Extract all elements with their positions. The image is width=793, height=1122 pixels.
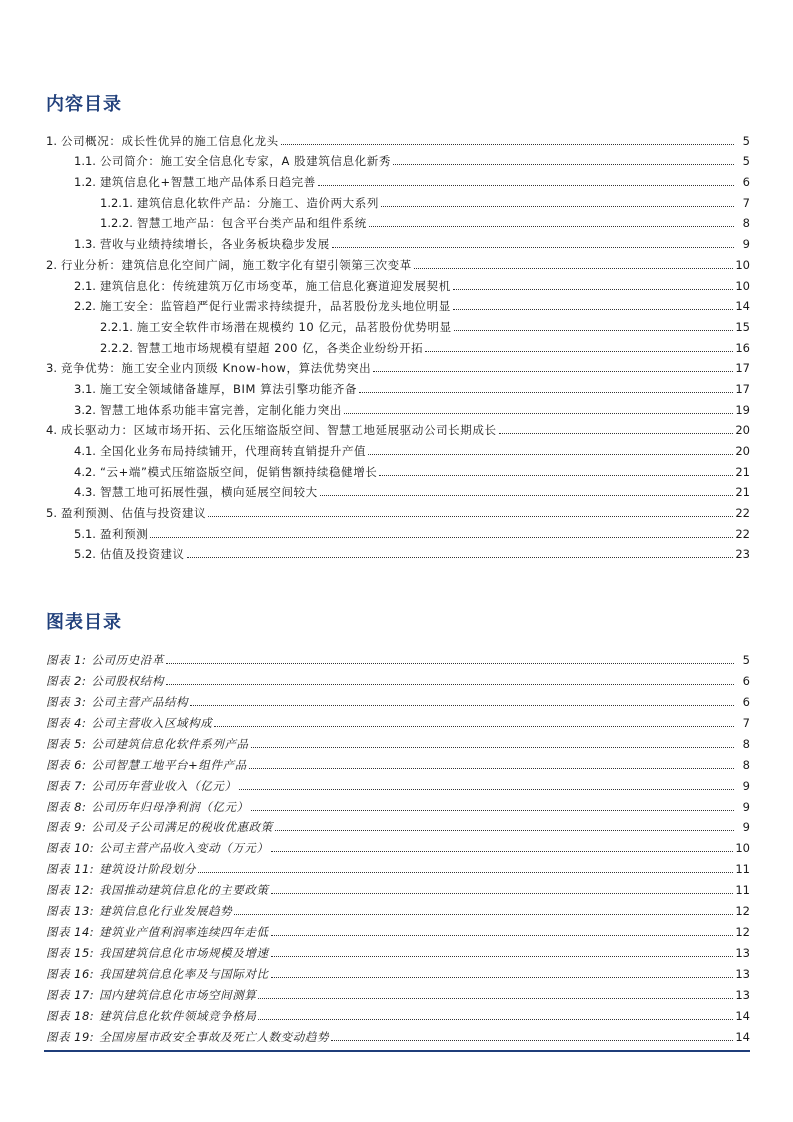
figure-entry-page: 11 [735,862,750,877]
dot-leader [425,351,733,352]
figure-entry-page: 13 [735,967,750,981]
toc-entry[interactable] [46,375,750,396]
toc-entry-title: 施工安全软件市场潜在规模约 10 亿元，品茗股份优势明显 [136,319,452,334]
toc-entry-page: 6 [742,175,750,190]
toc-entry-page: 9 [742,237,750,252]
dot-leader [234,914,733,915]
figure-entry[interactable] [46,1023,750,1044]
figure-entry-page: 14 [735,1008,750,1023]
toc-entry-page: 20 [735,444,750,458]
figure-entry-page: 6 [742,694,750,709]
toc-entry-title: 智慧工地可拓展性强，横向延展空间较大 [99,485,318,500]
figure-entry-page: 12 [735,904,750,919]
dot-leader [271,935,734,936]
toc-entry[interactable] [46,334,750,355]
dot-leader [208,516,733,517]
figure-entry-label: 图表 17: [46,987,95,1002]
toc-entry-number: 5.2. [74,547,96,562]
figure-entry-page: 11 [735,883,750,898]
figure-list [46,646,750,1044]
toc-entry-page: 7 [742,195,750,210]
toc-entry-page: 10 [735,278,750,293]
dot-leader [359,392,733,393]
toc-entry-number: 3.1. [74,381,96,396]
toc-entry-number: 2.2.2. [100,340,133,355]
figure-entry-title: 国内建筑信息化市场空间测算 [99,987,257,1002]
figure-entry[interactable] [46,960,750,981]
figure-entry-page: 13 [735,946,750,961]
figure-entry-page: 10 [735,841,750,856]
toc-entry-page: 17 [735,381,750,396]
toc-entry-title: 行业分析：建筑信息化空间广阔，施工数字化有望引领第三次变革 [60,257,412,272]
figure-entry-page: 9 [742,799,750,814]
figure-entry-title: 公司历史沿革 [91,652,164,667]
dot-leader [454,330,734,331]
figure-entry-page: 9 [742,820,750,835]
toc-entry[interactable] [46,417,750,438]
figure-entry[interactable] [46,667,750,688]
toc-entry-page: 20 [735,423,750,438]
figure-entry-title: 我国建筑信息化市场规模及增速 [99,946,269,961]
toc-entry-page: 5 [742,133,750,148]
dot-leader [379,475,733,476]
toc-entry-number: 5.1. [74,526,96,541]
toc-entry-page: 23 [735,547,750,562]
figure-entry[interactable] [46,814,750,835]
toc-entry-page: 5 [742,154,750,169]
figure-entry[interactable] [46,981,750,1002]
toc-entry-page: 17 [735,361,750,376]
figure-entry-title: 我国建筑信息化率及与国际对比 [99,967,269,981]
dot-leader [258,998,733,999]
toc-entry-number: 5. [46,506,57,521]
figure-entry-label: 图表 18: [46,1008,95,1023]
figure-entry-title: 建筑设计阶段划分 [99,862,196,877]
toc-entry[interactable] [46,479,750,500]
dot-leader [281,144,734,145]
figure-entry-title: 建筑信息化行业发展趋势 [99,904,233,919]
toc-entry-number: 2.2.1. [100,319,133,334]
toc-entry-page: 21 [735,464,750,479]
toc-entry[interactable] [46,272,750,293]
figure-entry-page: 12 [735,925,750,940]
toc-entry-title: 公司简介：施工安全信息化专家，A 股建筑信息化新秀 [99,154,391,169]
toc-entry-page: 16 [735,340,750,355]
toc-entry-title: 智慧工地市场规模有望超 200 亿，各类企业纷纷开拓 [136,340,424,355]
toc-entry-title: 智慧工地产品：包含平台类产品和组件系统 [136,216,367,231]
toc-entry-title: 营收与业绩持续增长，各业务板块稳步发展 [99,237,330,252]
dot-leader [275,830,734,831]
dot-leader [166,663,734,664]
toc-entry-number: 1. [46,133,57,148]
figure-list-heading: 图表目录 [46,612,122,633]
toc-entry-page: 22 [735,506,750,521]
figure-entry-label: 图表 3: [46,694,87,709]
toc-entry[interactable] [46,541,750,562]
figure-entry[interactable] [46,646,750,667]
dot-leader [499,433,734,434]
dot-leader [381,206,734,207]
toc-entry-title: 成长驱动力：区域市场开拓、云化压缩盗版空间、智慧工地延展驱动公司长期成长 [60,423,497,438]
toc-entry-page: 21 [735,485,750,500]
bottom-divider [44,1050,750,1052]
toc-entry[interactable] [46,313,750,334]
figure-entry-label: 图表 14: [46,925,95,940]
dot-leader [369,226,734,227]
figure-entry[interactable] [46,918,750,939]
dot-leader [453,309,734,310]
toc-entry-title: 建筑信息化软件产品：分施工、造价两大系列 [136,195,379,210]
toc-entry[interactable] [46,396,750,417]
toc-entry-page: 19 [735,402,750,417]
dot-leader [239,789,734,790]
toc-entry-number: 2. [46,257,57,272]
figure-entry-title: 我国推动建筑信息化的主要政策 [99,883,269,898]
dot-leader [414,268,733,269]
toc-entry-title: 建筑信息化：传统建筑万亿市场变革，施工信息化赛道迎发展契机 [99,278,451,293]
toc-entry-number: 4. [46,423,57,438]
toc-entry-title: 竞争优势：施工安全业内顶级 Know-how，算法优势突出 [60,361,372,376]
toc-entry-title: 全国化业务布局持续铺开，代理商转直销提升产值 [99,444,367,458]
figure-entry-label: 图表 19: [46,1029,95,1044]
toc-entry[interactable] [46,189,750,210]
toc-entry-title: “云+端”模式压缩盗版空间，促销售额持续稳健增长 [99,464,378,479]
dot-leader [271,977,734,978]
dot-leader [214,726,734,727]
dot-leader [258,1019,733,1020]
toc-list [46,127,750,561]
figure-entry-page: 5 [742,652,750,667]
toc-entry[interactable] [46,127,750,148]
figure-entry-page: 8 [742,736,750,751]
toc-entry-page: 22 [735,526,750,541]
dot-leader [320,495,734,496]
toc-entry-title: 建筑信息化+智慧工地产品体系日趋完善 [99,175,316,190]
figure-entry-label: 图表 10: [46,841,95,856]
figure-entry-label: 图表 12: [46,883,95,898]
dot-leader [249,768,734,769]
figure-entry[interactable] [46,751,750,772]
toc-entry[interactable] [46,251,750,272]
figure-entry[interactable] [46,709,750,730]
toc-entry-page: 10 [735,257,750,272]
toc-heading: 内容目录 [46,94,122,115]
dot-leader [187,557,734,558]
figure-entry[interactable] [46,834,750,855]
figure-entry-label: 图表 4: [46,715,87,730]
figure-entry[interactable] [46,1002,750,1023]
figure-entry-page: 8 [742,757,750,772]
figure-entry[interactable] [46,688,750,709]
dot-leader [331,1040,733,1041]
toc-entry-number: 4.1. [74,444,96,458]
figure-entry-page: 6 [742,673,750,688]
dot-leader [190,705,734,706]
figure-entry-title: 公司历年归母净利润（亿元） [91,799,249,814]
toc-entry[interactable] [46,168,750,189]
dot-leader [373,371,733,372]
figure-entry-title: 公司智慧工地平台+组件产品 [91,757,247,772]
toc-entry[interactable] [46,458,750,479]
toc-entry-page: 15 [735,319,750,334]
figure-entry-page: 13 [735,987,750,1002]
dot-leader [251,810,734,811]
dot-leader [271,851,734,852]
toc-entry-number: 2.1. [74,278,96,293]
dot-leader [453,289,734,290]
figure-entry-title: 公司主营收入区域构成 [91,715,213,730]
figure-entry-label: 图表 7: [46,778,87,793]
toc-entry[interactable] [46,499,750,520]
toc-entry[interactable] [46,520,750,541]
figure-entry-label: 图表 8: [46,799,87,814]
toc-entry-title: 施工安全：监管趋严促行业需求持续提升，品茗股份龙头地位明显 [99,299,451,314]
toc-entry-title: 盈利预测、估值与投资建议 [60,506,207,521]
figure-entry-label: 图表 11: [46,862,95,877]
figure-entry[interactable] [46,730,750,751]
figure-entry-title: 公司及子公司满足的税收优惠政策 [91,820,273,835]
toc-entry[interactable] [46,148,750,169]
toc-entry[interactable] [46,230,750,251]
toc-entry-title: 估值及投资建议 [99,547,185,562]
toc-entry-number: 4.2. [74,464,96,479]
toc-entry-number: 1.1. [74,154,96,169]
toc-entry-page: 14 [735,299,750,314]
figure-entry-page: 9 [742,778,750,793]
figure-entry-page: 7 [742,715,750,730]
figure-entry-label: 图表 2: [46,673,87,688]
toc-entry[interactable] [46,293,750,314]
dot-leader [150,537,733,538]
toc-entry-number: 3.2. [74,402,96,417]
toc-entry-number: 1.2.2. [100,216,133,231]
toc-entry-number: 1.2. [74,175,96,190]
toc-entry-title: 智慧工地体系功能丰富完善，定制化能力突出 [99,402,342,417]
figure-entry[interactable] [46,939,750,960]
figure-entry-label: 图表 1: [46,652,87,667]
toc-entry-number: 1.3. [74,237,96,252]
toc-entry[interactable] [46,210,750,231]
dot-leader [198,872,733,873]
figure-entry-label: 图表 16: [46,967,95,981]
toc-entry-number: 4.3. [74,485,96,500]
figure-entry-label: 图表 15: [46,946,95,961]
figure-entry-title: 全国房屋市政安全事故及死亡人数变动趋势 [99,1029,330,1044]
figure-entry-title: 公司历年营业收入（亿元） [91,778,237,793]
figure-entry-title: 公司股权结构 [91,673,164,688]
figure-entry-title: 公司主营产品结构 [91,694,189,709]
toc-entry[interactable] [46,355,750,376]
dot-leader [251,747,734,748]
toc-entry-title: 公司概况：成长性优异的施工信息化龙头 [60,133,279,148]
toc-entry[interactable] [46,437,750,458]
figure-entry-title: 公司建筑信息化软件系列产品 [91,736,249,751]
dot-leader [344,413,733,414]
figure-entry-label: 图表 13: [46,904,95,919]
dot-leader [393,164,734,165]
toc-entry-title: 施工安全领域储备雄厚，BIM 算法引擎功能齐备 [99,381,358,396]
figure-entry-page: 14 [735,1029,750,1044]
dot-leader [271,956,734,957]
toc-entry-number: 3. [46,361,57,376]
figure-entry-label: 图表 9: [46,820,87,835]
dot-leader [332,247,734,248]
figure-entry[interactable] [46,793,750,814]
figure-entry[interactable] [46,772,750,793]
toc-entry-title: 盈利预测 [99,526,149,541]
figure-entry[interactable] [46,855,750,876]
figure-entry-title: 建筑信息化软件领域竞争格局 [99,1008,257,1023]
figure-entry[interactable] [46,876,750,897]
toc-entry-page: 8 [742,216,750,231]
toc-entry-number: 1.2.1. [100,195,133,210]
figure-entry-title: 公司主营产品收入变动（万元） [99,841,269,856]
toc-entry-number: 2.2. [74,299,96,314]
dot-leader [166,684,734,685]
figure-entry-title: 建筑业产值利润率连续四年走低 [99,925,269,940]
figure-entry[interactable] [46,897,750,918]
dot-leader [318,185,734,186]
dot-leader [271,893,734,894]
dot-leader [368,454,733,455]
figure-entry-label: 图表 6: [46,757,87,772]
figure-entry-label: 图表 5: [46,736,87,751]
